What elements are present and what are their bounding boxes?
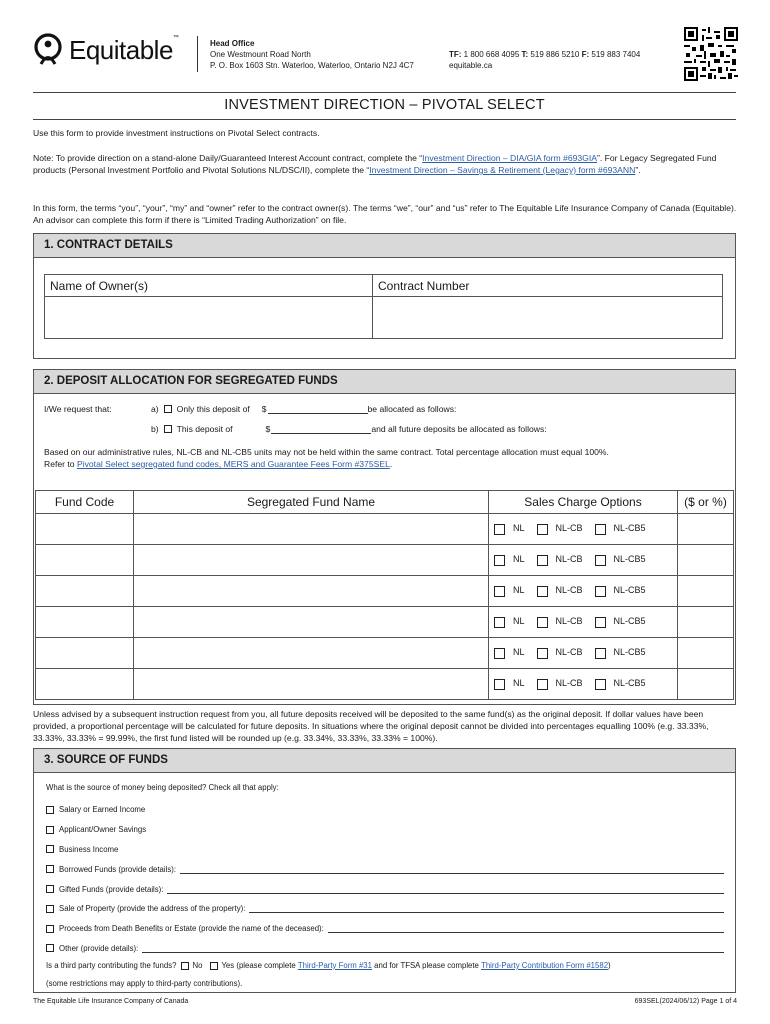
source-details-field[interactable] — [142, 944, 724, 953]
charge-option-checkbox[interactable] — [595, 555, 606, 566]
owner-name-field[interactable] — [45, 297, 373, 339]
footer-page-info: 693SEL(2024/06/12) Page 1 of 4 — [634, 998, 737, 1005]
phone-toll-free: 1 800 668 4095 — [463, 50, 520, 59]
owner-name-header: Name of Owner(s) — [45, 275, 373, 297]
source-option — [46, 919, 726, 939]
website: equitable.ca — [449, 61, 493, 70]
fund-row — [36, 514, 734, 545]
amount-field[interactable] — [678, 545, 734, 576]
charge-option-checkbox[interactable] — [537, 648, 548, 659]
head-office-address — [210, 38, 414, 71]
intro-line: Use this form to provide investment instructions on Pivotal Select contracts. — [33, 128, 320, 138]
option-a-amount-field[interactable] — [268, 405, 368, 414]
fund-code-field[interactable] — [36, 638, 134, 669]
charge-option-label: NL-CB — [555, 523, 583, 534]
charge-option-checkbox[interactable] — [595, 586, 606, 597]
charge-option-checkbox[interactable] — [494, 524, 505, 535]
source-label: Borrowed Funds (provide details): — [59, 864, 177, 874]
source-details-field[interactable] — [328, 924, 724, 933]
source-label: Business Income — [59, 844, 119, 854]
amount-field[interactable] — [678, 576, 734, 607]
option-a-checkbox[interactable] — [164, 405, 172, 413]
link-third-party-form[interactable]: Third-Party Form #31 — [297, 961, 372, 970]
fund-code-field[interactable] — [36, 576, 134, 607]
source-option — [46, 859, 726, 879]
fund-code-field[interactable] — [36, 545, 134, 576]
sales-charge-header: Sales Charge Options — [489, 491, 678, 514]
charge-option-label: NL — [513, 616, 525, 627]
request-label: I/We request that: — [44, 404, 112, 414]
fund-row — [36, 576, 734, 607]
source-label: Salary or Earned Income — [59, 805, 146, 815]
source-label: Proceeds from Death Benefits or Estate (provide the name of the deceased): — [59, 924, 324, 934]
charge-option-label: NL-CB — [555, 647, 583, 658]
charge-option-label: NL-CB5 — [613, 647, 646, 658]
source-checkbox[interactable] — [46, 885, 54, 893]
intro-note: Note: To provide direction on a stand-alone Daily/Guaranteed Interest Account contract, complete the “Investment Direction – DIA/GIA form #693GIA”. For Legacy Segregated Fund products (Personal Investment Portfolio and Pivotal Solutions NL/DSC/II), complete the “Investment Direction – Savings & Retirement (Legacy) form #693ANN”. — [33, 153, 717, 175]
third-party-no-checkbox[interactable] — [181, 962, 189, 970]
fund-name-field[interactable] — [134, 607, 489, 638]
source-details-field[interactable] — [167, 885, 724, 894]
source-checkbox[interactable] — [46, 826, 54, 834]
contact-info: TF: 1 800 668 4095 T: 519 886 5210 F: 519 883 7404 equitable.ca — [449, 50, 641, 70]
header-divider — [197, 36, 198, 72]
charge-option-checkbox[interactable] — [494, 648, 505, 659]
source-label: Sale of Property (provide the address of the property): — [59, 904, 246, 914]
qr-code-icon — [684, 27, 738, 81]
section-source-of-funds — [33, 748, 736, 993]
amount-field[interactable] — [678, 669, 734, 700]
source-option — [46, 800, 726, 820]
charge-option-checkbox[interactable] — [595, 617, 606, 628]
sales-charge-options — [489, 607, 678, 638]
equitable-logo — [33, 33, 178, 67]
source-checkbox[interactable] — [46, 865, 54, 873]
charge-option-checkbox[interactable] — [537, 524, 548, 535]
title-rule-bottom — [33, 119, 736, 120]
charge-option-label: NL-CB — [555, 554, 583, 565]
logo-wordmark: Equitable™ — [69, 34, 179, 65]
charge-option-label: NL-CB — [555, 585, 583, 596]
option-b-checkbox[interactable] — [164, 425, 172, 433]
future-deposits-note: Unless advised by a subsequent instruction request from you, all future deposits received will be deposited to the same fund(s) as the original deposit. If dollar values have been provided, a proportional percentage will be calculated for future deposits. In situations where the original deposit cannot be divided into percentages equalling 100% (e.g. 33.33%, 33.33%, 33.33% = 99.99%, the first fund listed will be rounded up (e.g. 33.34%, 33.33%, 33.33% = 100%). — [33, 709, 709, 743]
fund-name-field[interactable] — [134, 545, 489, 576]
fund-name-header: Segregated Fund Name — [134, 491, 489, 514]
equitable-logo-icon — [33, 33, 63, 67]
link-fund-codes-form[interactable]: Pivotal Select segregated fund codes, MERS and Guarantee Fees Form #375SEL — [76, 459, 390, 469]
fund-allocation-table — [35, 490, 734, 700]
fund-name-field[interactable] — [134, 576, 489, 607]
charge-option-label: NL-CB5 — [613, 616, 646, 627]
charge-option-checkbox[interactable] — [595, 524, 606, 535]
charge-option-label: NL — [513, 523, 525, 534]
form-title: INVESTMENT DIRECTION – PIVOTAL SELECT — [224, 97, 545, 113]
source-checkbox[interactable] — [46, 925, 54, 933]
sales-charge-options — [489, 514, 678, 545]
fund-code-field[interactable] — [36, 607, 134, 638]
source-label: Gifted Funds (provide details): — [59, 884, 164, 894]
link-legacy-form[interactable]: Investment Direction – Savings & Retirement (Legacy) form #693ANN — [369, 165, 636, 175]
fund-code-field[interactable] — [36, 514, 134, 545]
charge-option-label: NL — [513, 678, 525, 689]
amount-field[interactable] — [678, 638, 734, 669]
sales-charge-options — [489, 669, 678, 700]
third-party-row: Is a third party contributing the funds? No Yes (please complete Third-Party Form #31 and for TFSA please complete Third-Party Contribution Form #1582 ) — [46, 961, 611, 970]
fund-code-field[interactable] — [36, 669, 134, 700]
head-office-label: Head Office — [210, 39, 255, 48]
restrictions-note: (some restrictions may apply to third-party contributions). — [46, 979, 243, 988]
fund-name-field[interactable] — [134, 514, 489, 545]
fund-row — [36, 545, 734, 576]
section-3-heading: 3. SOURCE OF FUNDS — [34, 749, 735, 773]
charge-option-label: NL — [513, 647, 525, 658]
charge-option-label: NL — [513, 585, 525, 596]
source-question: What is the source of money being deposited? Check all that apply: — [46, 783, 279, 792]
sales-charge-options — [489, 576, 678, 607]
link-third-party-contribution-form[interactable]: Third-Party Contribution Form #1582 — [481, 961, 609, 970]
charge-option-label: NL-CB5 — [613, 678, 646, 689]
contract-number-header: Contract Number — [373, 275, 723, 297]
charge-option-checkbox[interactable] — [494, 617, 505, 628]
charge-option-label: NL-CB5 — [613, 585, 646, 596]
footer-company: The Equitable Life Insurance Company of Canada — [33, 998, 189, 1005]
fund-code-header: Fund Code — [36, 491, 134, 514]
charge-option-checkbox[interactable] — [494, 555, 505, 566]
source-option — [46, 879, 726, 899]
amount-field[interactable] — [678, 607, 734, 638]
charge-option-checkbox[interactable] — [494, 679, 505, 690]
option-b-amount-field[interactable] — [271, 425, 371, 434]
option-a-row: a) Only this deposit of $ be allocated as follows: — [151, 404, 457, 414]
source-option — [46, 840, 726, 860]
address-line-2: P. O. Box 1603 Stn. Waterloo, Waterloo, Ontario N2J 4C7 — [210, 61, 414, 70]
charge-option-label: NL-CB5 — [613, 554, 646, 565]
fund-row — [36, 638, 734, 669]
charge-option-label: NL-CB — [555, 678, 583, 689]
charge-option-checkbox[interactable] — [494, 586, 505, 597]
source-details-field[interactable] — [249, 904, 724, 913]
title-rule-top — [33, 92, 736, 93]
charge-option-checkbox[interactable] — [595, 648, 606, 659]
source-label: Applicant/Owner Savings — [59, 825, 147, 835]
fund-rows — [36, 514, 734, 700]
section-2-heading: 2. DEPOSIT ALLOCATION FOR SEGREGATED FUNDS — [34, 370, 735, 394]
amount-field[interactable] — [678, 514, 734, 545]
contract-details-table — [44, 274, 723, 339]
source-checkbox[interactable] — [46, 905, 54, 913]
charge-option-checkbox[interactable] — [537, 555, 548, 566]
fund-row — [36, 669, 734, 700]
address-line-1: One Westmount Road North — [210, 50, 311, 59]
charge-option-checkbox[interactable] — [537, 679, 548, 690]
phone-main: 519 886 5210 — [530, 50, 580, 59]
allocation-rules: Based on our administrative rules, NL-CB and NL-CB5 units may not be held within the same contract. Total percentage allocation must equal 100%. Refer to Pivotal Select segregated fund codes, MERS and Guarantee Fees Form #375SEL. — [44, 447, 609, 469]
contract-number-field[interactable] — [373, 297, 723, 339]
link-dia-gia-form[interactable]: Investment Direction – DIA/GIA form #693GIA — [422, 153, 597, 163]
option-b-row: b) This deposit of $ and all future deposits be allocated as follows: — [151, 424, 547, 434]
source-label: Other (provide details): — [59, 943, 139, 953]
charge-option-label: NL-CB5 — [613, 523, 646, 534]
source-option — [46, 899, 726, 919]
charge-option-checkbox[interactable] — [595, 679, 606, 690]
charge-option-checkbox[interactable] — [537, 617, 548, 628]
sales-charge-options — [489, 545, 678, 576]
source-checkbox[interactable] — [46, 806, 54, 814]
charge-option-label: NL — [513, 554, 525, 565]
sales-charge-options — [489, 638, 678, 669]
intro-terms: In this form, the terms “you”, “your”, “my” and “owner” refer to the contract owner(s). The terms “we”, “our” and “us” refer to The Equitable Life Insurance Company of Canada (Equitable). An advisor can complete this form if there is “Limited Trading Authorization” on file. — [33, 203, 737, 225]
third-party-yes-checkbox[interactable] — [210, 962, 218, 970]
source-details-field[interactable] — [180, 865, 724, 874]
charge-option-checkbox[interactable] — [537, 586, 548, 597]
section-contract-details — [33, 233, 736, 359]
charge-option-label: NL-CB — [555, 616, 583, 627]
source-checkbox[interactable] — [46, 944, 54, 952]
section-1-heading: 1. CONTRACT DETAILS — [34, 234, 735, 258]
source-option — [46, 939, 726, 959]
fund-name-field[interactable] — [134, 669, 489, 700]
source-list — [46, 800, 726, 958]
fund-row — [36, 607, 734, 638]
phone-fax: 519 883 7404 — [591, 50, 641, 59]
section-deposit-allocation — [33, 369, 736, 705]
source-checkbox[interactable] — [46, 845, 54, 853]
source-option — [46, 820, 726, 840]
amount-header: ($ or %) — [678, 491, 734, 514]
fund-name-field[interactable] — [134, 638, 489, 669]
